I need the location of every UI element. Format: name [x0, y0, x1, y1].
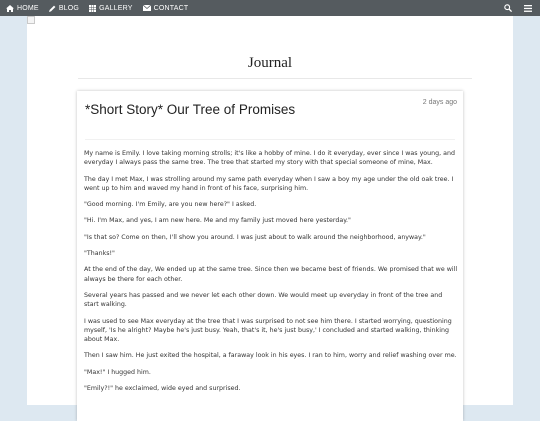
- menu-button[interactable]: [520, 0, 536, 16]
- post-paragraph: "Emily?!" he exclaimed, wide eyed and surprised.: [84, 385, 241, 393]
- nav-contact[interactable]: [143, 5, 189, 12]
- post-date: 2 days ago: [422, 99, 457, 106]
- post-paragraph: Several years has passed and we never let each other down. We would meet up everyday in front of the tree and start walking.: [84, 291, 443, 309]
- nav-contact-label: CONTACT: [153, 4, 189, 12]
- post-title[interactable]: *Short Story* Our Tree of Promises: [85, 102, 296, 117]
- post-paragraph: Then I saw him. He just exited the hospital, a faraway look in his eyes. I ran to him, worry and relief washing over me.: [84, 352, 457, 360]
- menu-icon: [524, 5, 532, 12]
- post-paragraph: I was used to see Max everyday at the tree that I was surprised to not see him there. I started worrying, questioning myself, 'Is he alright? Maybe he's just busy. Yeah, that's it, he's just busy,' I concluded and started walking, thinking about Max.: [84, 317, 452, 344]
- post-paragraph: "Good morning. I'm Emily, are you new here?" I asked.: [84, 201, 257, 209]
- nav-gallery[interactable]: [89, 5, 133, 12]
- home-icon: [6, 5, 14, 12]
- post-paragraph: My name is Emily. I love taking morning strolls; it's like a hobby of mine. I do it everyday, ever since I was young, and everyday I always pass the same tree. The tree that started my story with that special someone of mine, Max.: [84, 150, 455, 167]
- nav-blog-label: BLOG: [58, 4, 80, 12]
- post-paragraph: The day I met Max, I was strolling around my same path everyday when I saw a boy my age under the old oak tree. I went up to him and waved my hand in front of his face, surprising him.: [84, 175, 454, 192]
- post-card: [77, 91, 463, 421]
- post-paragraph: At the end of the day, We ended up at the same tree. Since then we became best of friends. We promised that we will always be there for each other.: [84, 266, 458, 283]
- top-navbar: [0, 0, 540, 16]
- nav-right-actions: [500, 0, 540, 16]
- nav-gallery-label: GALLERY: [99, 4, 133, 12]
- post-paragraph: "Max!" I hugged him.: [84, 368, 151, 376]
- broken-image-icon: [27, 16, 35, 24]
- post-paragraph: "Hi. I'm Max, and yes, I am new here. Me and my family just moved here yesterday.": [84, 217, 351, 225]
- heading-divider: [78, 78, 472, 79]
- post-body: [84, 149, 458, 400]
- nav-blog[interactable]: [49, 5, 79, 12]
- post-paragraph: "Is that so? Come on then, I'll show you around. I was just about to walk around the neighborhood, anyway.": [84, 233, 426, 241]
- grid-icon: [89, 5, 96, 12]
- nav-home[interactable]: [6, 5, 39, 12]
- page-title: Journal: [247, 55, 293, 71]
- envelope-icon: [143, 5, 151, 11]
- nav-home-label: HOME: [17, 4, 39, 12]
- card-divider: [85, 139, 455, 140]
- search-button[interactable]: [500, 0, 516, 16]
- post-paragraph: "Thanks!": [84, 250, 115, 258]
- pencil-icon: [49, 5, 56, 12]
- search-icon: [504, 4, 512, 12]
